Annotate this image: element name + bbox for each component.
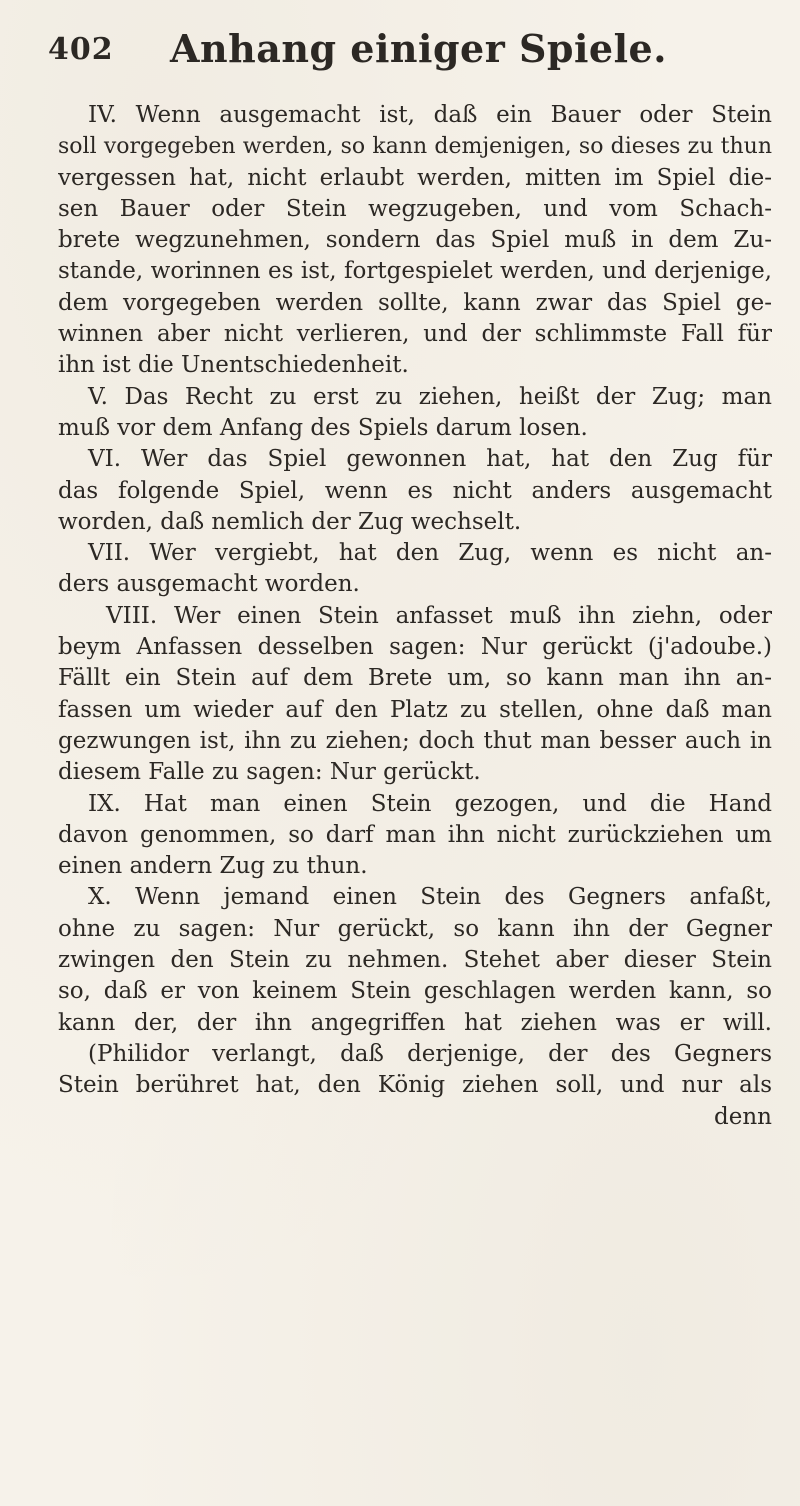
text-line: ders ausgemacht worden. (58, 571, 360, 598)
text-line: VIII. Wer einen Stein anfasset muß ihn ziehn, oder (106, 602, 772, 629)
text-line: sen Bauer oder Stein wegzugeben, und vom Schach- (58, 195, 772, 222)
text-line: so, daß er von keinem Stein geschlagen werden kann, so (58, 978, 772, 1005)
text-line: X. Wenn jemand einen Stein des Gegners anfaßt, (88, 884, 772, 911)
text-line: V. Das Recht zu erst zu ziehen, heißt der Zug; man (88, 383, 772, 410)
text-line: winnen aber nicht verlieren, und der schlimmste Fall für (58, 321, 772, 348)
text-line: muß vor dem Anfang des Spiels darum losen. (58, 414, 588, 441)
text-line: diesem Falle zu sagen: Nur gerückt. (58, 759, 481, 786)
text-line: fassen um wieder auf den Platz zu stellen, ohne daß man (58, 696, 772, 723)
text-line: kann der, der ihn angegriffen hat ziehen was er will. (58, 1009, 772, 1036)
text-line: stande, worinnen es ist, fortgespielet werden, und derjenige, (58, 258, 772, 285)
text-line: gezwungen ist, ihn zu ziehen; doch thut man besser auch in (58, 727, 772, 754)
text-line: dem vorgegeben werden sollte, kann zwar das Spiel ge- (58, 289, 772, 316)
text-line: VII. Wer vergiebt, hat den Zug, wenn es nicht an- (88, 540, 772, 567)
text-line: denn (714, 1103, 772, 1130)
body-text (58, 100, 772, 1133)
text-line: zwingen den Stein zu nehmen. Stehet aber dieser Stein (58, 947, 772, 974)
text-line: (Philidor verlangt, daß derjenige, der des Gegners (88, 1040, 772, 1067)
text-line: IX. Hat man einen Stein gezogen, und die Hand (88, 790, 772, 817)
text-line: IV. Wenn ausgemacht ist, daß ein Bauer oder Stein (88, 102, 772, 128)
text-line: ihn ist die Unentschiedenheit. (58, 352, 409, 379)
text-line: beym Anfassen desselben sagen: Nur gerückt (j'adoube.) (58, 634, 772, 661)
text-line: Stein berühret hat, den König ziehen soll, und nur als (58, 1072, 772, 1099)
running-title: Anhang einiger Spiele. (170, 26, 667, 71)
text-line: vergessen hat, nicht erlaubt werden, mitten im Spiel die- (58, 164, 772, 191)
page-number: 402 (48, 32, 114, 67)
text-line: soll vorgegeben werden, so kann demjenigen, so dieses zu thun (58, 134, 772, 160)
text-line: das folgende Spiel, wenn es nicht anders ausgemacht (58, 477, 772, 504)
text-line: brete wegzunehmen, sondern das Spiel muß in dem Zu- (58, 227, 772, 254)
text-line: Fällt ein Stein auf dem Brete um, so kann man ihn an- (58, 665, 772, 692)
page-header (48, 20, 748, 80)
text-line: VI. Wer das Spiel gewonnen hat, hat den Zug für (88, 446, 772, 473)
text-line: ohne zu sagen: Nur gerückt, so kann ihn der Gegner (58, 915, 772, 942)
text-line: davon genommen, so darf man ihn nicht zurückziehen um (58, 821, 772, 848)
text-line: worden, daß nemlich der Zug wechselt. (58, 508, 522, 535)
text-line: einen andern Zug zu thun. (58, 853, 368, 880)
